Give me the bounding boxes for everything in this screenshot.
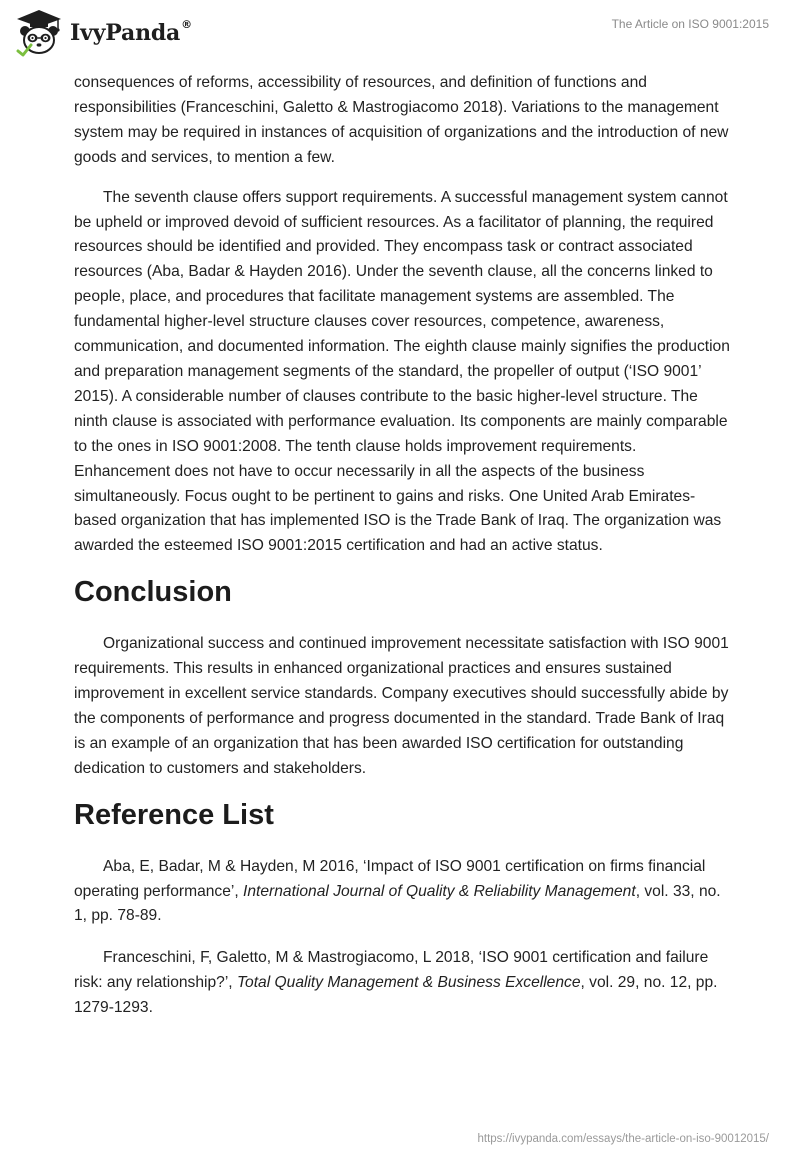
brand-logo[interactable] <box>14 7 192 57</box>
reference-item: Aba, E, Badar, M & Hayden, M 2016, ‘Impact of ISO 9001 certification on firms financial operating performance’, International Journal of Quality & Reliability Management, vol. 33, no. 1, pp. 78-89. <box>74 857 721 925</box>
document-title: The Article on ISO 9001:2015 <box>611 17 769 31</box>
panda-logo-icon <box>14 7 64 57</box>
reference-item: Franceschini, F, Galetto, M & Mastrogiacomo, L 2018, ‘ISO 9001 certification and failure risk: any relationship?’, Total Quality Management & Business Excellence, vol. 29, no. 12, pp. 1279-1293. <box>74 949 718 1017</box>
body-paragraph-1: consequences of reforms, accessibility of resources, and definition of functions and responsibilities (Franceschini, Galetto & Mastrogiacomo 2018). Variations to the management system may be required in instances of acquisition of organizations and the introduction of new goods and services, to mention a few. <box>74 74 729 166</box>
reference-journal: Total Quality Management & Business Excellence <box>236 974 581 992</box>
conclusion-paragraph: Organizational success and continued improvement necessitate satisfaction with ISO 9001 requirements. This results in enhanced organizational practices and ensures sustained improvement in excellent service standards. Company executives should successfully abide by the components of performance and progress documented in the standard. Trade Bank of Iraq is an example of an organization that has been awarded ISO certification for outstanding dedication to customers and stakeholders. <box>74 635 729 777</box>
registered-mark: ® <box>181 18 192 31</box>
essay-content <box>74 71 730 1038</box>
conclusion-heading: Conclusion <box>74 576 232 609</box>
brand-name: IvyPanda® <box>70 18 192 46</box>
reference-list-heading: Reference List <box>74 798 274 831</box>
body-paragraph-2: The seventh clause offers support requirements. A successful management system cannot be upheld or improved devoid of sufficient resources. As a facilitator of planning, the required resources should be identified and provided. They encompass task or contract associated resources (Aba, Badar & Hayden 2016). Under the seventh clause, all the concerns linked to people, place, and procedures that facilitate management systems are assembled. The fundamental higher-level structure clauses cover resources, competence, awareness, communication, and documented information. The eighth clause mainly signifies the production and preparation management segments of the standard, the propeller of output (‘ISO 9001’ 2015). A considerable number of clauses contribute to the basic higher-level structure. The ninth clause is associated with performance evaluation. Its components are mainly comparable to the ones in ISO 9001:2008. The tenth clause holds improvement requirements. Enhancement does not have to occur necessarily in all the aspects of the business simultaneously. Focus ought to be pertinent to gains and risks. One United Arab Emirates-based organization that has implemented ISO is the Trade Bank of Iraq. The organization was awarded the esteemed ISO 9001:2015 certification and had an active status. <box>74 188 730 555</box>
source-url-link[interactable]: https://ivypanda.com/essays/the-article-on-iso-90012015/ <box>477 1133 769 1145</box>
page-header <box>0 0 800 60</box>
reference-journal: International Journal of Quality & Reliability Management <box>243 882 636 900</box>
